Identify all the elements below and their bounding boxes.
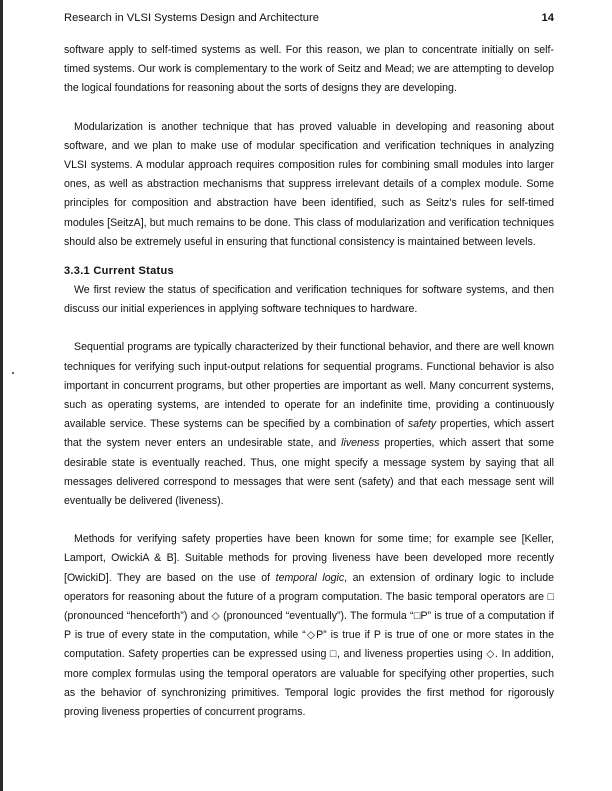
text-run: properties, which assert that some desirable state is eventually reached. Thus, one might specify a message system by saying that all messages delivered correspond to messages that were sent (safety) and that each message sent will eventually be delivered (liveness). xyxy=(64,437,554,508)
emphasis-liveness: liveness xyxy=(341,437,380,450)
text-run: properties, which assert that the system never enters an undesirable state, and xyxy=(64,418,554,450)
document-body xyxy=(64,41,554,722)
page-number: 14 xyxy=(541,12,554,24)
emphasis-temporal-logic: temporal logic xyxy=(275,571,345,584)
text-run: , an extension of ordinary logic to include operators for reasoning about the future of a program computation. The basic temporal operators are □ (pronounced “henceforth”) and ◇ (pronounced “eventually”). The formula “□P” is true of a computation if P is true of every state in the computation, while “◇P” is true if P is true of one or more states in the computation. Safety properties can be expressed using □, and liveness properties using ◇. In addition, more complex formulas using the temporal operators are valuable for specifying other properties, such as the behavior of synchronizing primitives. Temporal logic provides the first method for rigorously proving liveness properties of concurrent programs. xyxy=(64,571,555,719)
running-title: Research in VLSI Systems Design and Architecture xyxy=(64,12,319,24)
paragraph-modularization: Modularization is another technique that has proved valuable in developing and reasoning about software, and we plan to make use of modular specification and verification techniques in analyzing VLSI systems. A modular approach requires composition rules for combining small modules into larger ones, as well as abstraction mechanisms that suppress irrelevant details of a complex module. Some principles for composition and abstraction have been identified, such as Seitz's rules for self-timed modules [SeitzA], but much remains to be done. This class of modularization and verification techniques should also be extremely useful in ensuring that functional consistency is maintained between levels. xyxy=(64,120,554,248)
paragraph-temporal-logic xyxy=(64,530,554,722)
emphasis-safety: safety xyxy=(407,418,437,431)
page-header xyxy=(64,12,554,24)
scan-artifact-dot xyxy=(12,372,14,374)
text-run: Sequential programs are typically characterized by their functional behavior, and there are well known techniques for verifying such input-output relations for sequential programs. Functional behavior is also important in concurrent programs, but other properties are important as well. Many concurrent systems, such as operating systems, are intended to operate for an indefinite time, providing a continuously available service. These systems can be specified by a combination of xyxy=(64,341,554,431)
paragraph-review: We first review the status of specification and verification techniques for software systems, and then discuss our initial experiences in applying software techniques to hardware. xyxy=(64,284,554,316)
page-left-border xyxy=(0,0,3,791)
text-run: Methods for verifying safety properties have been known for some time; for example see [Keller, Lamport, OwickiA & B]. Suitable methods for proving liveness have been developed more recently [OwickiD]. They are based on the use of xyxy=(64,533,554,584)
paragraph-sequential-programs xyxy=(64,338,554,511)
paragraph-self-timed: software apply to self-timed systems as well. For this reason, we plan to concentrate initially on self-timed systems. Our work is complementary to the work of Seitz and Mead; we are attempting to develop the logical foundations for reasoning about the sorts of designs they are developing. xyxy=(64,44,554,95)
section-heading: 3.3.1 Current Status xyxy=(64,265,174,278)
